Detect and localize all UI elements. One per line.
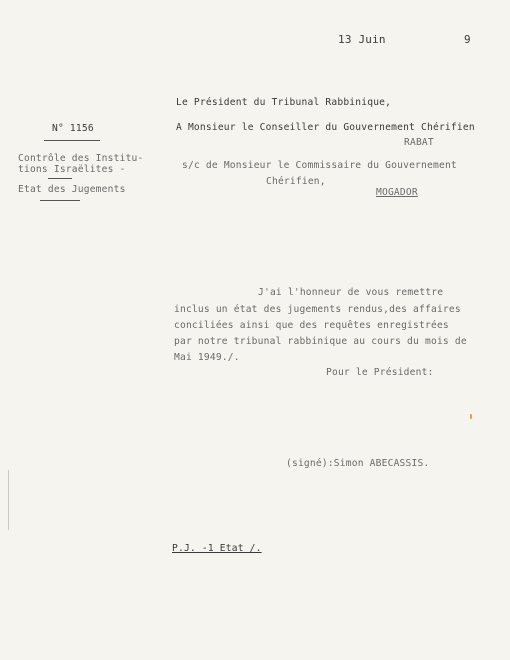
signature-line: (signé):Simon ABECASSIS. xyxy=(286,458,430,469)
subject-line-3: Etat des Jugements xyxy=(18,184,126,195)
body-line-5: Mai 1949./. xyxy=(174,352,240,363)
via-line-2: Chérifien, xyxy=(266,176,326,187)
recipient-line: A Monsieur le Conseiller du Gouvernement Chérifien xyxy=(176,122,475,133)
body-line-3: conciliées ainsi que des requêtes enregistrées xyxy=(174,320,449,331)
subject-line-2: tions Israëlites - xyxy=(18,164,126,175)
subject-underline xyxy=(40,200,80,201)
body-line-2: inclus un état des jugements rendus,des affaires xyxy=(174,304,461,315)
ink-speck xyxy=(470,414,472,419)
subject-separator xyxy=(48,178,72,179)
recipient-city: RABAT xyxy=(404,137,434,148)
body-line-1: J'ai l'honneur de vous remettre xyxy=(258,287,444,298)
date: 13 Juin xyxy=(338,33,386,46)
page-number: 9 xyxy=(464,33,471,46)
paper-edge-mark xyxy=(8,470,9,530)
via-city: MOGADOR xyxy=(376,187,418,198)
enclosure-note: P.J. -1 Etat /. xyxy=(172,543,262,554)
reference-number: N° 1156 xyxy=(52,123,94,134)
for-president: Pour le Président: xyxy=(326,367,434,378)
via-line-1: s/c de Monsieur le Commissaire du Gouvernement xyxy=(182,160,457,171)
body-line-4: par notre tribunal rabbinique au cours du mois de xyxy=(174,336,467,347)
sender-line: Le Président du Tribunal Rabbinique, xyxy=(176,97,392,108)
subject-line-1: Contrôle des Institu- xyxy=(18,153,144,164)
reference-underline xyxy=(44,140,100,141)
